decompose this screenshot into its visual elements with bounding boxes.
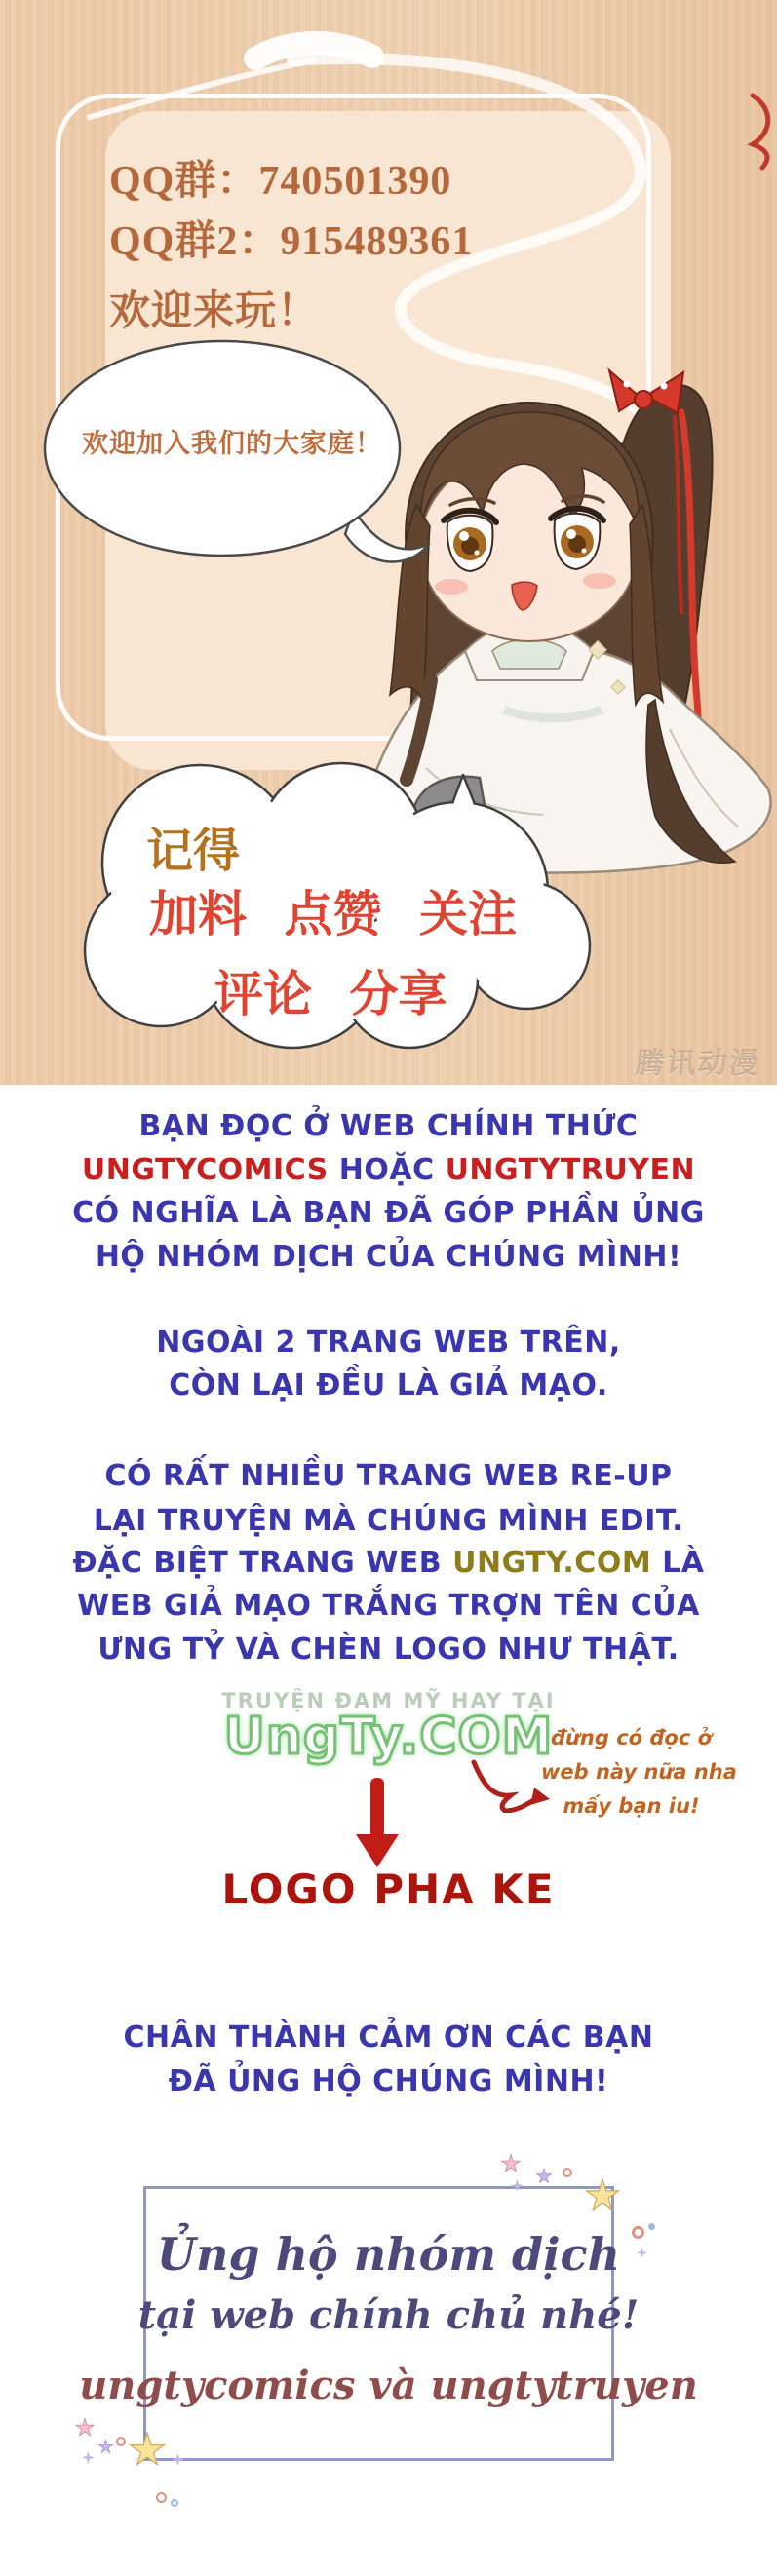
fake-logo-tagline: TRUYỆN ĐAM MỸ HAY TẠI: [221, 1689, 556, 1712]
support-line-2: tại web chính chủ nhé!: [137, 2292, 640, 2338]
support-line-1: Ủng hộ nhóm dịch: [156, 2228, 621, 2281]
salmon-ring-icon: [116, 2437, 126, 2446]
notice-line-7: CÓ RẤT NHIỀU TRANG WEB RE-UP: [104, 1459, 673, 1493]
notice-line-6: CÒN LẠI ĐỀU LÀ GIẢ MẠO.: [169, 1368, 608, 1403]
qq-group-2: QQ群2：915489361: [109, 219, 474, 264]
cloud-text-actions: 加料 点赞 关注: [149, 887, 517, 942]
notice-line-1: BẠN ĐỌC Ở WEB CHÍNH THỨC: [138, 1109, 639, 1143]
salmon-ring-icon: [563, 2168, 572, 2177]
support-line-3: ungtycomics và ungtytruyen: [79, 2363, 698, 2408]
fake-logo-label: LOGO PHA KE: [221, 1865, 556, 1913]
notice-line-11: ƯNG TỶ VÀ CHÈN LOGO NHƯ THẬT.: [97, 1633, 680, 1667]
thanks-line-1: CHÂN THÀNH CẢM ƠN CÁC BẠN: [123, 2020, 654, 2055]
cloud-text-remember: 记得: [146, 826, 241, 877]
notice-line-2: [0, 1153, 777, 1187]
fake-site-name: UNGTY.COM: [452, 1546, 652, 1580]
notice-line-8: LẠI TRUYỆN MÀ CHÚNG MÌNH EDIT.: [93, 1504, 684, 1538]
cloud-text-actions-2: 评论 分享: [214, 967, 447, 1021]
note-line-2: web này nữa nha: [541, 1760, 737, 1784]
salmon-ring-icon: [632, 2226, 644, 2239]
site-name-ungtycomics: UNGTYCOMICS: [81, 1153, 329, 1187]
notice-line-9-a: ĐẶC BIỆT TRANG WEB: [72, 1546, 453, 1580]
speech-bubble-text: 欢迎加入我们的大家庭！: [82, 429, 382, 458]
qq-group-1: QQ群：740501390: [109, 159, 452, 204]
top-peach-section: [0, 0, 777, 1085]
red-ribbon-curl-decoration: [741, 88, 777, 175]
fake-logo-brand: UngTy.COM: [223, 1708, 554, 1766]
note-line-1: đừng có đọc ở: [550, 1726, 713, 1749]
notice-line-9-c: LÀ: [651, 1546, 705, 1580]
notice-line-2-mid: HOẶC: [328, 1153, 446, 1187]
site-name-ungtytruyen: UNGTYTRUYEN: [445, 1153, 696, 1187]
blue-dot-icon: [648, 2223, 655, 2230]
notice-line-10: WEB GIẢ MẠO TRẮNG TRỢN TÊN CỦA: [77, 1589, 700, 1623]
note-line-3: mấy bạn iu!: [563, 1794, 700, 1818]
down-arrow-icon: [354, 1778, 401, 1869]
notice-line-9: [0, 1546, 777, 1580]
thanks-line-2: ĐÃ ỦNG HỘ CHÚNG MÌNH!: [168, 2064, 609, 2098]
notice-line-4: HỘ NHÓM DỊCH CỦA CHÚNG MÌNH!: [95, 1240, 682, 1274]
salmon-ring-icon: [156, 2492, 167, 2503]
blue-ring-icon: [171, 2499, 178, 2507]
notice-line-5: NGOÀI 2 TRANG WEB TRÊN,: [156, 1326, 621, 1360]
tencent-comics-watermark: 腾讯动漫: [633, 1048, 762, 1080]
welcome-line: 欢迎来玩！: [109, 289, 320, 334]
notice-line-3: CÓ NGHĨA LÀ BẠN ĐÃ GÓP PHẦN ỦNG: [72, 1196, 705, 1230]
